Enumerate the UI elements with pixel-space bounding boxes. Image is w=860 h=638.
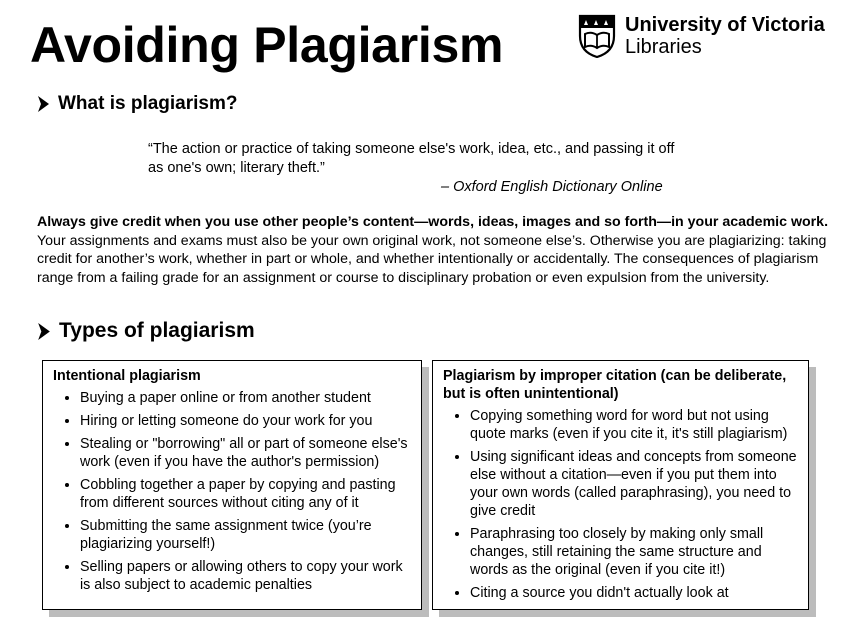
list-item: • Cobbling together a paper by copying and pasting from different sources without citing any of it [80, 476, 411, 512]
quote-text: “The action or practice of taking someone else's work, idea, etc., and passing it off as one's own; literary theft.” [148, 141, 675, 176]
intentional-list [53, 389, 411, 594]
university-logo [578, 14, 825, 58]
improper-citation-list [443, 407, 798, 602]
list-item: • Buying a paper online or from another student [80, 389, 411, 407]
logo-university-name: University of Victoria [625, 14, 825, 36]
section-heading-text: What is plagiarism? [58, 93, 238, 114]
box-title: Plagiarism by improper citation (can be deliberate, but is often unintentional) [443, 368, 787, 402]
intro-bold-text: Always give credit when you use other people’s content—words, ideas, images and so forth—in your academic work. [37, 214, 829, 230]
chevron-right-icon [37, 96, 50, 112]
improper-citation-box [432, 360, 809, 610]
quote-source: – Oxford English Dictionary Online [441, 179, 663, 195]
intro-body-text: Your assignments and exams must also be your own original work, not someone else’s. Otherwise you are plagiarizing: taking credit for another’s work, whether in part or whole, and whether intentionally or accidentally. The consequences of plagiarism range from a failing grade for an assignment or course to disciplinary probation or even expulsion from the university. [37, 232, 827, 286]
intentional-plagiarism-box [42, 360, 422, 610]
list-item: • Stealing or "borrowing" all or part of someone else's work (even if you have the author's permission) [80, 435, 411, 471]
section-heading-what-is [37, 93, 237, 115]
uvic-crest-icon [578, 14, 616, 58]
page-title: Avoiding Plagiarism [30, 17, 504, 73]
list-item: • Hiring or letting someone do your work for you [80, 412, 411, 430]
list-item: • Copying something word for word but not using quote marks (even if you cite it, it's still plagiarism) [470, 407, 798, 443]
section-heading-types [37, 319, 255, 343]
section-heading-text: Types of plagiarism [59, 319, 255, 342]
chevron-right-icon [37, 323, 51, 340]
logo-libraries: Libraries [625, 36, 702, 58]
list-item: • Using significant ideas and concepts from someone else without a citation—even if you put them into your own words (called paraphrasing), you need to give credit [470, 448, 798, 520]
intro-paragraph [37, 213, 837, 287]
list-item: • Paraphrasing too closely by making only small changes, still retaining the same structure and words as the original (even if you cite it!) [470, 525, 798, 579]
definition-quote [148, 140, 688, 197]
box-title: Intentional plagiarism [53, 368, 201, 384]
list-item: • Citing a source you didn't actually look at [470, 584, 798, 602]
list-item: • Submitting the same assignment twice (you’re plagiarizing yourself!) [80, 517, 411, 553]
list-item: • Selling papers or allowing others to copy your work is also subject to academic penalties [80, 558, 411, 594]
